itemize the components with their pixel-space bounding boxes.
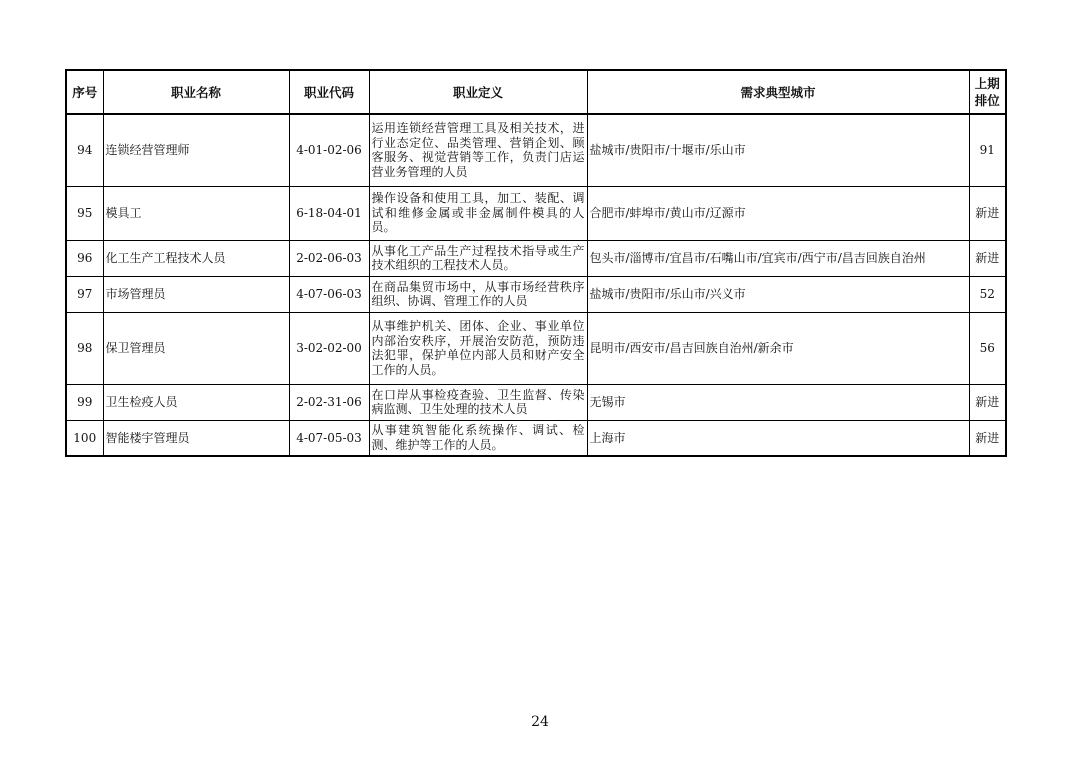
table-row <box>66 186 1006 240</box>
typical-cities: 盐城市/贵阳市/乐山市/兴义市 <box>587 276 969 312</box>
previous-rank: 56 <box>969 312 1006 384</box>
occupation-code: 2-02-06-03 <box>289 240 369 276</box>
header-occupation-name: 职业名称 <box>103 70 289 114</box>
table-row <box>66 114 1006 186</box>
occupation-definition: 在商品集贸市场中，从事市场经营秩序组织、协调、管理工作的人员 <box>369 276 587 312</box>
occupation-name: 卫生检疫人员 <box>103 384 289 420</box>
row-index: 99 <box>66 384 103 420</box>
occupation-code: 2-02-31-06 <box>289 384 369 420</box>
header-previous-rank: 上期排位 <box>969 70 1006 114</box>
occupation-code: 4-01-02-06 <box>289 114 369 186</box>
table-header-row <box>66 70 1006 114</box>
row-index: 100 <box>66 420 103 456</box>
table-row <box>66 312 1006 384</box>
previous-rank: 91 <box>969 114 1006 186</box>
table-row <box>66 420 1006 456</box>
occupation-table <box>65 69 1007 457</box>
header-index: 序号 <box>66 70 103 114</box>
table-row <box>66 276 1006 312</box>
occupation-code: 6-18-04-01 <box>289 186 369 240</box>
previous-rank: 新进 <box>969 186 1006 240</box>
row-index: 94 <box>66 114 103 186</box>
header-occupation-definition: 职业定义 <box>369 70 587 114</box>
table-row <box>66 384 1006 420</box>
occupation-name: 智能楼宇管理员 <box>103 420 289 456</box>
typical-cities: 上海市 <box>587 420 969 456</box>
occupation-definition: 在口岸从事检疫查验、卫生监督、传染病监测、卫生处理的技术人员 <box>369 384 587 420</box>
typical-cities: 合肥市/蚌埠市/黄山市/辽源市 <box>587 186 969 240</box>
previous-rank: 新进 <box>969 384 1006 420</box>
occupation-definition: 从事维护机关、团体、企业、事业单位内部治安秩序，开展治安防范，预防违法犯罪，保护单位内部人员和财产安全工作的人员。 <box>369 312 587 384</box>
header-occupation-code: 职业代码 <box>289 70 369 114</box>
occupation-definition: 从事建筑智能化系统操作、调试、检测、维护等工作的人员。 <box>369 420 587 456</box>
occupation-definition: 从事化工产品生产过程技术指导或生产技术组织的工程技术人员。 <box>369 240 587 276</box>
table-row <box>66 240 1006 276</box>
occupation-code: 3-02-02-00 <box>289 312 369 384</box>
row-index: 97 <box>66 276 103 312</box>
row-index: 98 <box>66 312 103 384</box>
occupation-name: 市场管理员 <box>103 276 289 312</box>
previous-rank: 新进 <box>969 420 1006 456</box>
occupation-code: 4-07-05-03 <box>289 420 369 456</box>
occupation-name: 连锁经营管理师 <box>103 114 289 186</box>
occupation-definition: 运用连锁经营管理工具及相关技术，进行业态定位、品类管理、营销企划、顾客服务、视觉营销等工作，负责门店运营业务管理的人员 <box>369 114 587 186</box>
header-typical-cities: 需求典型城市 <box>587 70 969 114</box>
page-number: 24 <box>531 714 549 730</box>
row-index: 95 <box>66 186 103 240</box>
occupation-name: 模具工 <box>103 186 289 240</box>
typical-cities: 无锡市 <box>587 384 969 420</box>
occupation-name: 化工生产工程技术人员 <box>103 240 289 276</box>
typical-cities: 包头市/淄博市/宜昌市/石嘴山市/宜宾市/西宁市/昌吉回族自治州 <box>587 240 969 276</box>
occupation-definition: 操作设备和使用工具，加工、装配、调试和维修金属或非金属制件模具的人员。 <box>369 186 587 240</box>
typical-cities: 盐城市/贵阳市/十堰市/乐山市 <box>587 114 969 186</box>
typical-cities: 昆明市/西安市/昌吉回族自治州/新余市 <box>587 312 969 384</box>
previous-rank: 52 <box>969 276 1006 312</box>
row-index: 96 <box>66 240 103 276</box>
occupation-name: 保卫管理员 <box>103 312 289 384</box>
previous-rank: 新进 <box>969 240 1006 276</box>
occupation-code: 4-07-06-03 <box>289 276 369 312</box>
